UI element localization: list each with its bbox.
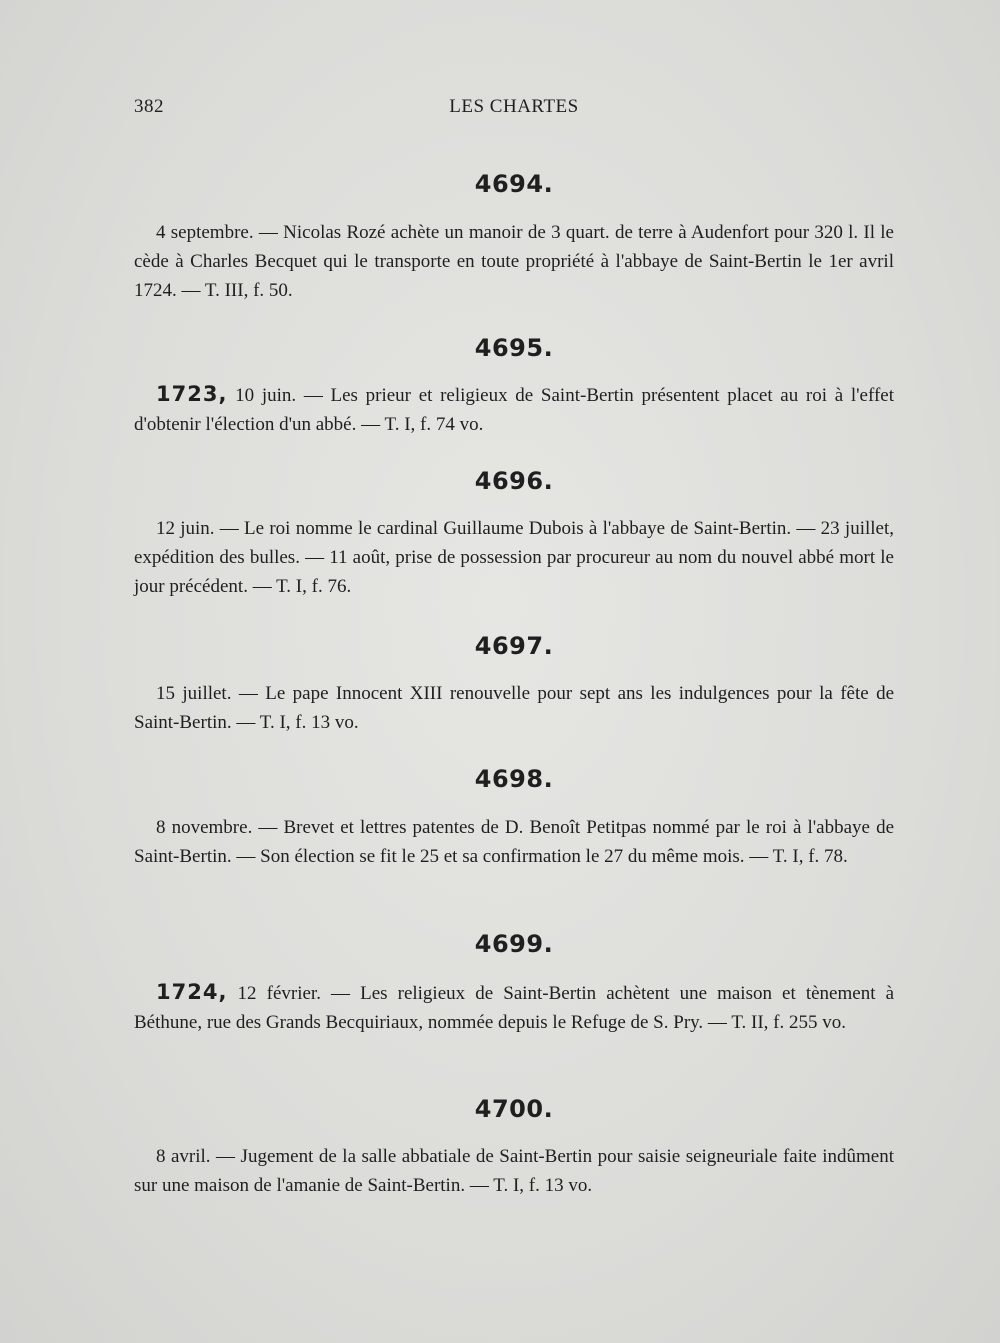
entry-text (134, 978, 894, 1037)
entry-number: 4700. (474, 1095, 554, 1123)
entry-body: 10 juin. — Les prieur et religieux de Saint-Bertin présentent placet au roi à l'effet d'obtenir l'élection d'un abbé. — T. I, f. 74 vo. (134, 385, 895, 435)
entry-text: 8 novembre. — Brevet et lettres patentes de D. Benoît Petitpas nommé par le roi à l'abbaye de Saint-Bertin. — Son élection se fit le 25 et sa confirmation le 27 du même mois. — T. I, f. 78. (134, 817, 894, 867)
entry-text: 8 avril. — Jugement de la salle abbatiale de Saint-Bertin pour saisie seigneuriale faite indûment sur une maison de l'amanie de Saint-Bertin. — T. I, f. 13 vo. (134, 1146, 894, 1196)
entry-body: 12 février. — Les religieux de Saint-Bertin achètent une maison et tènement à Béthune, rue des Grands Becquiriaux, nommée depuis le Refuge de S. Pry. — T. II, f. 255 vo. (134, 983, 895, 1033)
entry-text: 12 juin. — Le roi nomme le cardinal Guillaume Dubois à l'abbaye de Saint-Bertin. — 23 juillet, expédition des bulles. — 11 août, prise de possession par procureur au nom du nouvel abbé mort le jour précédent. — T. I, f. 76. (134, 518, 894, 597)
entry-text: 4 septembre. — Nicolas Rozé achète un manoir de 3 quart. de terre à Audenfort pour 320 l. Il le cède à Charles Becquet qui le transporte en toute propriété à l'abbaye de Saint-Bertin le 1er avril 1724. — T. III, f. 50. (134, 222, 894, 301)
entry-number: 4698. (474, 765, 554, 793)
entry-text: 15 juillet. — Le pape Innocent XIII renouvelle pour sept ans les indulgences pour la fête de Saint-Bertin. — T. I, f. 13 vo. (134, 683, 894, 733)
entry-number: 4694. (474, 170, 554, 198)
running-title: LES CHARTES (449, 96, 579, 117)
entry-number: 4696. (474, 467, 554, 495)
entry-number: 4699. (474, 930, 554, 958)
page-number: 382 (134, 96, 164, 117)
entry-year: 1723, (156, 382, 228, 406)
page-header (134, 96, 894, 120)
entry-year: 1724, (156, 980, 228, 1004)
entry-number: 4695. (474, 334, 554, 362)
entry-text (134, 380, 894, 439)
entry-number: 4697. (474, 632, 554, 660)
